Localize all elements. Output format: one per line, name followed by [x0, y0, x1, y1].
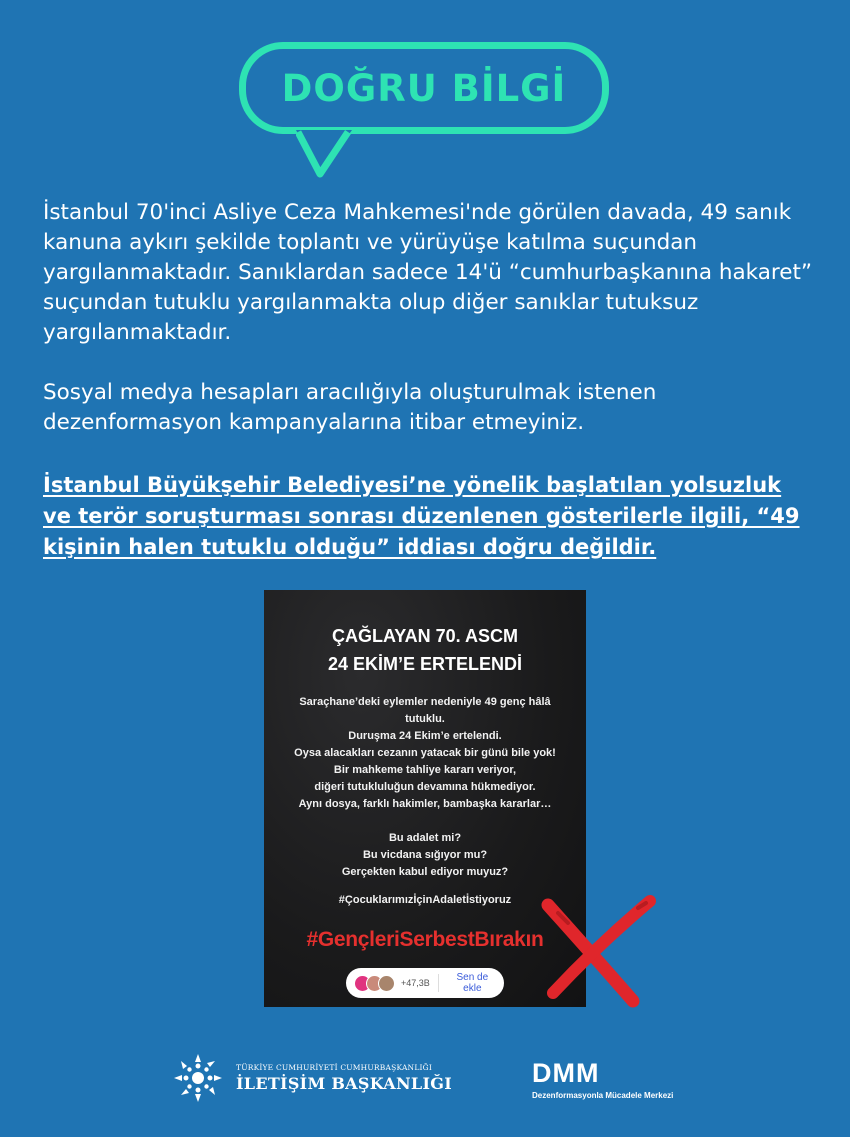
divider	[438, 974, 439, 992]
paragraph-facts: İstanbul 70'inci Asliye Ceza Mahkemesi'nde görülen davada, 49 sanık kanuna aykırı şekilde toplantı ve yürüyüşe katılma suçundan yargılanmaktadır. Sanıklardan sadece 14'ü “cumhurbaşkanına hakaret” suçundan tutuklu yargılanmakta olup diğer sanıklar tutuksuz yargılanmaktadır.	[43, 200, 813, 345]
paragraph-warning: Sosyal medya hesapları aracılığıyla oluşturulmak istenen dezenformasyon kampanyalarına itibar etmeyiniz.	[43, 380, 657, 435]
page-title: DOĞRU BİLGİ	[281, 66, 567, 110]
add-yourself-button[interactable]: Sen de ekle	[456, 972, 489, 994]
dmm-caption: Dezenformasyonla Mücadele Merkezi	[532, 1091, 674, 1100]
post-body-line: Aynı dosya, farklı hakimler, bambaşka kararlar…	[298, 798, 552, 810]
add-yourself-pill[interactable]	[346, 968, 504, 998]
post-hashtag: #GençleriSerbestBırakın	[306, 928, 544, 951]
dmm-logo	[532, 1060, 673, 1100]
red-x-icon	[538, 893, 658, 1008]
speech-bubble	[239, 42, 609, 134]
iletisim-emblem-icon	[170, 1050, 226, 1106]
avatar	[378, 975, 395, 992]
paragraph-verdict: İstanbul Büyükşehir Belediyesi’ne yönelik başlatılan yolsuzluk ve terör soruşturması sonrası düzenlenen gösterilerle ilgili, “49 kişinin halen tutuklu olduğu” iddiası doğru değildir.	[43, 473, 800, 559]
svg-text:DMM: DMM	[532, 1060, 600, 1084]
post-body-line: tutuklu.	[405, 713, 445, 725]
post-questions: Bu adalet mi? Bu vicdana sığıyor mu? Gerçekten kabul ediyor muyuz?	[341, 832, 509, 878]
bubble-tail-icon	[296, 130, 356, 180]
post-body-line: Oysa alacakları cezanın yatacak bir günü bile yok!	[294, 747, 556, 759]
post-body-line: Saraçhane’deki eylemler nedeniyle 49 genç hâlâ	[299, 696, 551, 708]
post-body	[264, 694, 586, 813]
post-body-line: Bir mahkeme tahliye kararı veriyor,	[333, 764, 517, 776]
post-title: ÇAĞLAYAN 70. ASCM 24 EKİM’E ERTELENDİ	[327, 626, 523, 674]
post-tag: #ÇocuklarımızİçinAdaletİstiyoruz	[338, 894, 512, 906]
avatar-group	[354, 975, 395, 992]
post-body-line: diğeri tutukluluğun devamına hükmediyor.	[314, 781, 536, 793]
org-big-name: İLETİŞİM BAŞKANLIĞI	[236, 1074, 453, 1093]
org-small-name: TÜRKİYE CUMHURİYETİ CUMHURBAŞKANLIĞI	[236, 1063, 433, 1072]
post-body-line: Duruşma 24 Ekim’e ertelendi.	[348, 730, 502, 742]
iletisim-logo	[170, 1050, 452, 1106]
participant-count: +47,3B	[401, 978, 430, 988]
dmm-logo-icon	[532, 1060, 654, 1084]
